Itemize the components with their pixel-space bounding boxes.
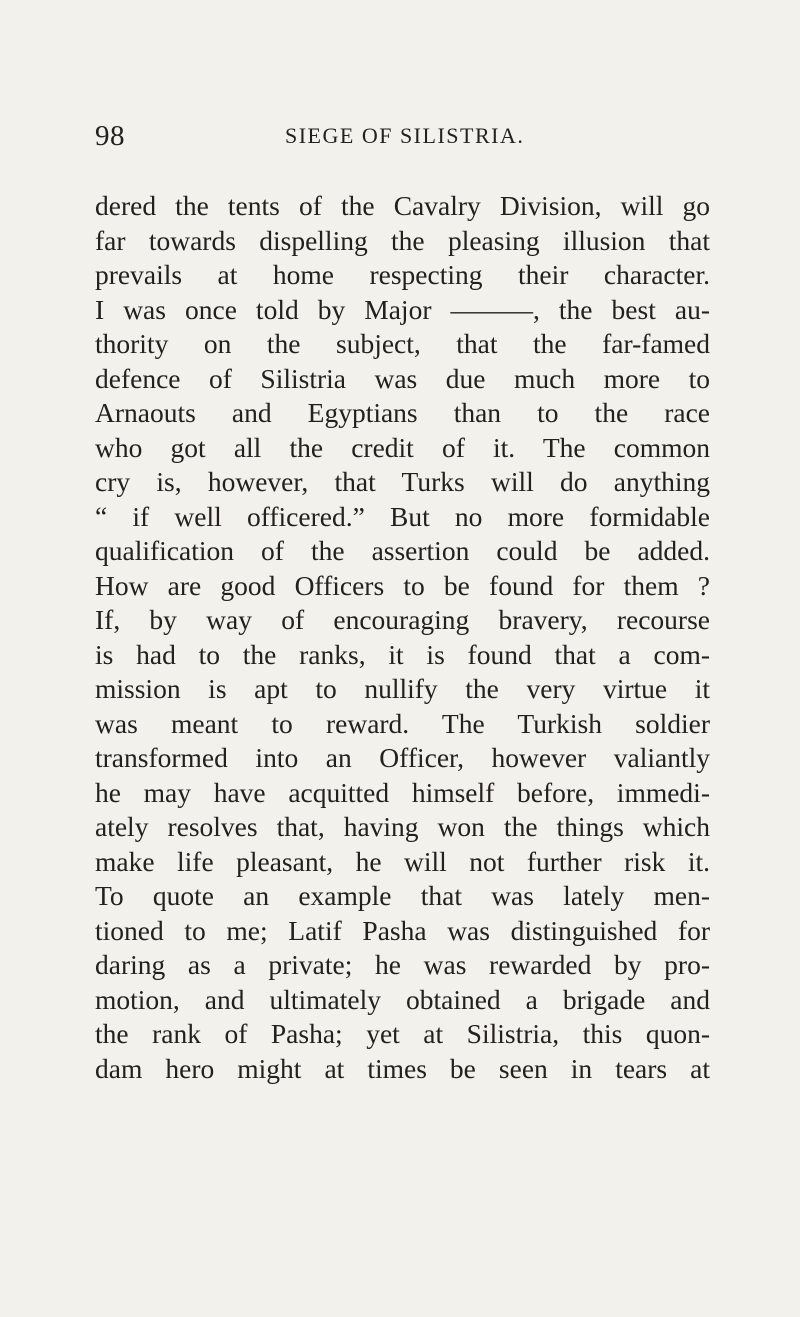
text-line: motion, and ultimately obtained a brigade and (95, 983, 710, 1015)
text-line: far towards dispelling the pleasing illusion that (95, 224, 710, 256)
text-line: dam hero might at times be seen in tears at (95, 1052, 710, 1084)
text-line: mission is apt to nullify the very virtue it (95, 673, 710, 704)
text-line: ately resolves that, having won the things which (95, 811, 710, 842)
text-line: was meant to reward. The Turkish soldier (95, 707, 710, 739)
text-line: qualification of the assertion could be added. (95, 535, 710, 566)
text-line: defence of Silistria was due much more to (95, 362, 710, 394)
body-text (95, 189, 710, 1086)
text-line: How are good Officers to be found for them ? (95, 569, 710, 601)
text-line: I was once told by Major ———, the best au- (95, 293, 710, 325)
text-line: To quote an example that was lately men- (95, 880, 710, 911)
text-line: thority on the subject, that the far-famed (95, 328, 710, 359)
text-line: the rank of Pasha; yet at Silistria, this quon- (95, 1018, 710, 1049)
text-line: cry is, however, that Turks will do anything (95, 466, 710, 497)
running-title: SIEGE OF SILISTRIA. (285, 123, 525, 148)
text-line: tioned to me; Latif Pasha was distinguished for (95, 914, 710, 946)
page-header (95, 120, 710, 160)
page-number: 98 (95, 120, 125, 152)
text-line: dered the tents of the Cavalry Division, will go (95, 190, 710, 221)
text-line: make life pleasant, he will not further risk it. (95, 845, 710, 877)
text-line: prevails at home respecting their character. (95, 259, 710, 290)
text-line: Arnaouts and Egyptians than to the race (95, 397, 710, 428)
text-line: daring as a private; he was rewarded by pro- (95, 949, 710, 980)
text-line: who got all the credit of it. The common (95, 431, 710, 463)
text-line: he may have acquitted himself before, immedi- (95, 776, 710, 808)
text-line: is had to the ranks, it is found that a com- (95, 638, 710, 670)
text-line: “ if well officered.” But no more formidable (95, 500, 710, 532)
text-line: transformed into an Officer, however valiantly (95, 742, 710, 773)
text-line: If, by way of encouraging bravery, recourse (95, 604, 710, 635)
